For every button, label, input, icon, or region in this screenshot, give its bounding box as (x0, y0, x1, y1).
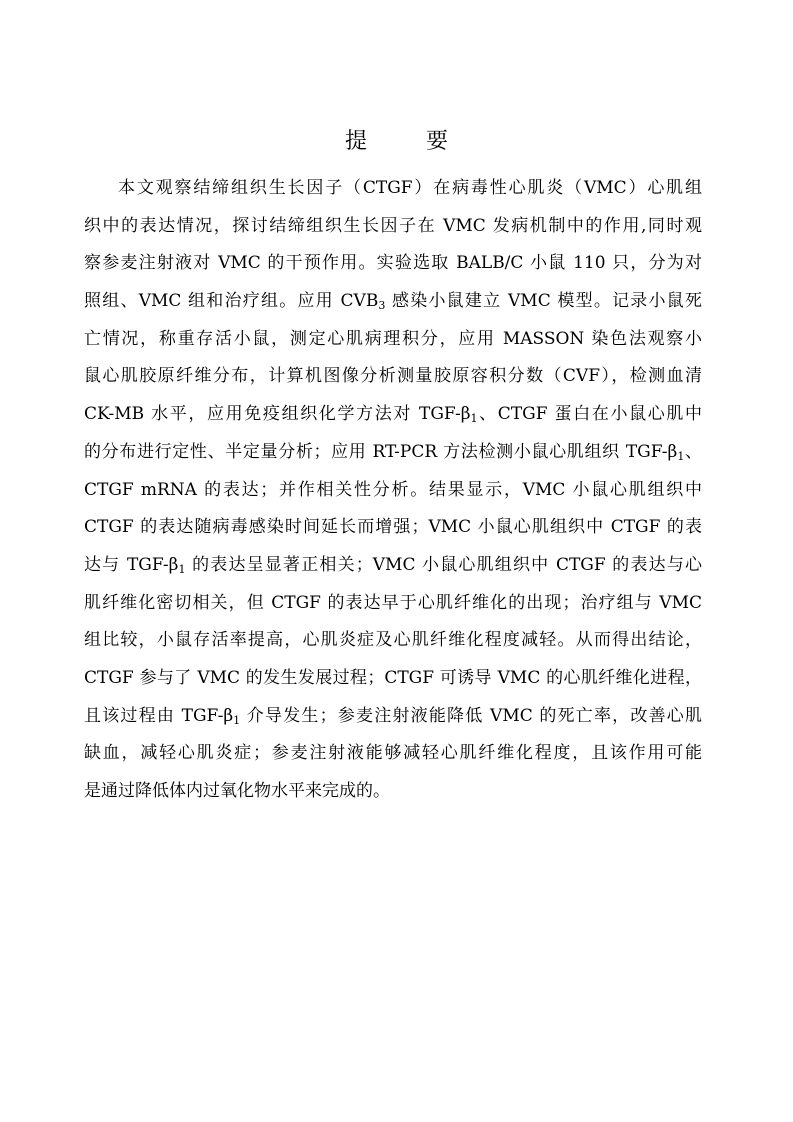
text-segment: 达与 TGF-β (84, 554, 179, 575)
text-segment: 的表达呈显著正相关；VMC 小鼠心肌组织中 CTGF 的表达与心 (185, 554, 702, 575)
text-line-4 (84, 283, 702, 321)
text-segment: 介导发生；参麦注射液能降低 VMC 的死亡率，改善心肌 (240, 705, 702, 726)
text-line-12: 肌纤维化密切相关，但 CTGF 的表达早于心肌纤维化的出现；治疗组与 VMC (84, 592, 702, 613)
page-title: 提 要 (345, 129, 474, 154)
text-segment: 、CTGF 蛋白在小鼠心肌中 (477, 404, 702, 425)
text-line-5: 亡情况，称重存活小鼠，测定心肌病理积分，应用 MASSON 染色法观察小 (84, 328, 702, 349)
text-segment: 且该过程由 TGF-β (84, 705, 234, 726)
text-line-17: 是通过降低体内过氧化物水平来完成的。 (84, 781, 390, 801)
subscript: 1 (677, 449, 685, 463)
text-line-10: CTGF 的表达随病毒感染时间延长而增强；VMC 小鼠心肌组织中 CTGF 的表 (84, 517, 702, 538)
text-line-14: CTGF 参与了 VMC 的发生发展过程；CTGF 可诱导 VMC 的心肌纤维化进程， (84, 667, 702, 688)
text-line-9: CTGF mRNA 的表达；并作相关性分析。结果显示，VMC 小鼠心肌组织中 (84, 479, 702, 500)
text-line-13: 组比较，小鼠存活率提高，心肌炎症及心肌纤维化程度减轻。从而得出结论， (84, 630, 702, 651)
text-segment: 照组、VMC 组和治疗组。应用 CVB (84, 291, 379, 312)
text-line-11 (84, 547, 702, 585)
text-line-6: 鼠心肌胶原纤维分布，计算机图像分析测量胶原容积分数（CVF），检测血清 (84, 366, 702, 387)
text-line-15 (84, 698, 702, 736)
text-line-8 (84, 434, 702, 472)
text-line-7 (84, 396, 702, 434)
text-line-16: 缺血，减轻心肌炎症；参麦注射液能够减轻心肌纤维化程度，且该作用可能 (84, 743, 702, 764)
text-line-2: 织中的表达情况，探讨结缔组织生长因子在 VMC 发病机制中的作用,同时观 (84, 215, 702, 236)
text-segment: 的分布进行定性、半定量分析；应用 RT-PCR 方法检测小鼠心肌组织 TGF-β (84, 441, 678, 462)
abstract-paragraph (84, 170, 702, 811)
text-segment: 感染小鼠建立 VMC 模型。记录小鼠死 (385, 291, 703, 312)
subscript: 1 (178, 562, 186, 576)
text-segment: 、 (684, 441, 702, 462)
text-segment: CK-MB 水平，应用免疫组织化学方法对 TGF-β (84, 404, 471, 425)
text-line-1: 本文观察结缔组织生长因子（CTGF）在病毒性心肌炎（VMC）心肌组 (118, 178, 702, 198)
text-line-3: 察参麦注射液对 VMC 的干预作用。实验选取 BALB/C 小鼠 110 只，分为对 (84, 253, 702, 274)
subscript: 1 (470, 412, 478, 426)
subscript: 1 (233, 713, 241, 727)
subscript: 3 (378, 299, 386, 313)
